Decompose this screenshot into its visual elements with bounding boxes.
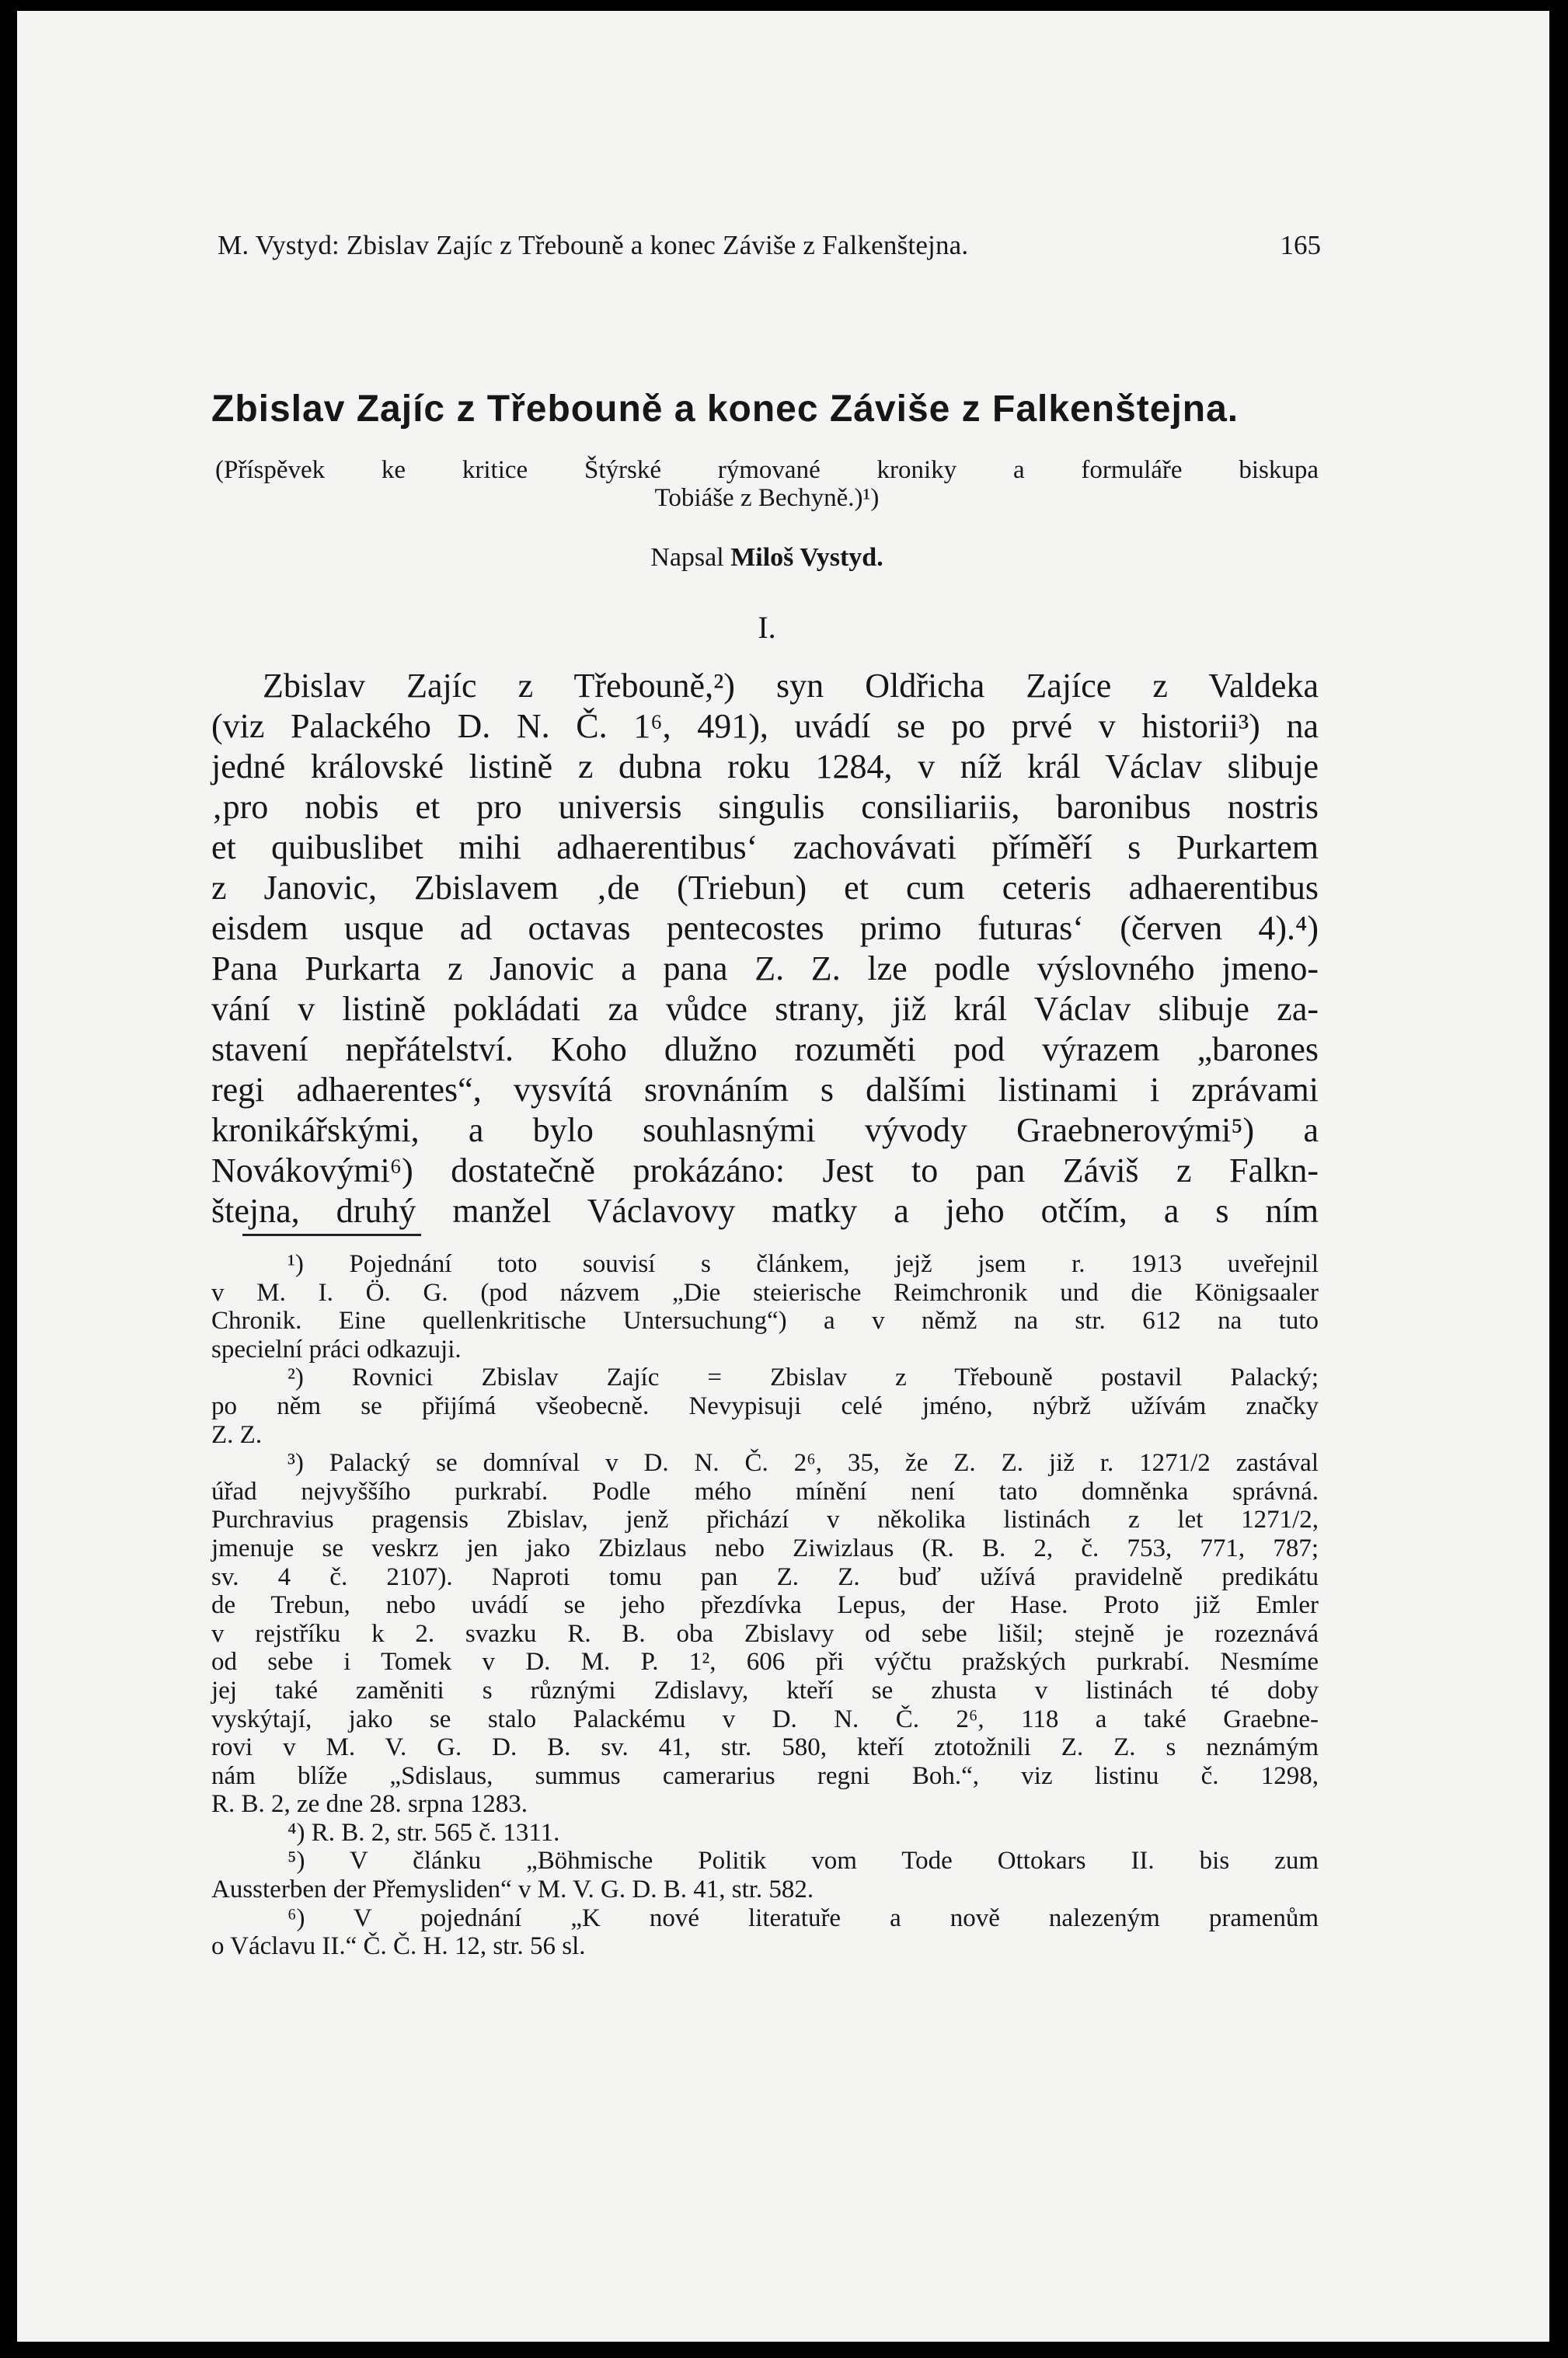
subtitle-line: (Příspěvek ke kritice Štýrské rýmované kroniky a formuláře biskupa xyxy=(215,456,1319,484)
footnote-line: od sebe i Tomek v D. M. P. 1², 606 při výčtu pražských purkrabí. Nesmíme xyxy=(211,1648,1319,1677)
footnote-line: v rejstříku k 2. svazku R. B. oba Zbislavy od sebe lišil; stejně je rozeznává xyxy=(211,1619,1319,1648)
body-line: Zbislav Zajíc z Třebouně,²) syn Oldřicha Zajíce z Valdeka xyxy=(263,667,1319,705)
footnote-line: ²) Rovnici Zbislav Zajíc = Zbislav z Třebouně postavil Palacký; xyxy=(287,1364,1319,1392)
footnote-line: ³) Palacký se domníval v D. N. Č. 2⁶, 35, že Z. Z. již r. 1271/2 zastával xyxy=(287,1449,1319,1478)
running-head xyxy=(218,230,1321,261)
body-line: Novákovými⁶) dostatečně prokázáno: Jest to pan Záviš z Falkn- xyxy=(211,1151,1319,1189)
body-line: stavení nepřátelství. Koho dlužno rozuměti pod výrazem „barones xyxy=(211,1030,1319,1068)
footnote-divider xyxy=(242,1234,421,1236)
footnote-line: de Trebun, nebo uvádí se jeho přezdívka Lepus, der Hase. Proto již Emler xyxy=(211,1591,1319,1620)
page-number: 165 xyxy=(1280,230,1321,260)
footnote-line: sv. 4 č. 2107). Naproti tomu pan Z. Z. buď užívá pravidelně predikátu xyxy=(211,1562,1319,1591)
footnote-line: úřad nejvyššího purkrabí. Podle mého mínění není tato domněnka správná. xyxy=(211,1477,1319,1506)
body-line: vání v listině pokládati za vůdce strany, již král Václav slibuje za- xyxy=(211,990,1319,1028)
body-line: et quibuslibet mihi adhaerentibus‘ zachovávati příměří s Purkartem xyxy=(211,828,1319,866)
footnote-line: vyskýtají, jako se stalo Palackému v D. N. Č. 2⁶, 118 a také Graebne- xyxy=(211,1705,1319,1733)
footnote-line: po něm se přijímá všeobecně. Nevypisuji celé jméno, nýbrž užívám značky xyxy=(211,1391,1319,1420)
footnotes xyxy=(211,1250,1319,1961)
body-line: eisdem usque ad octavas pentecostes primo futuras‘ (červen 4).⁴) xyxy=(211,909,1319,947)
body-text xyxy=(211,666,1319,1231)
author-name: Miloš Vystyd. xyxy=(730,543,883,572)
footnote-line: jmenuje se veskrz jen jako Zbizlaus nebo Ziwizlaus (R. B. 2, č. 753, 771, 787; xyxy=(211,1534,1319,1562)
footnote-line: specielní práci odkazuji. xyxy=(211,1335,462,1364)
footnote-line: v M. I. Ö. G. (pod názvem „Die steierische Reimchronik und die Königsaaler xyxy=(211,1278,1319,1307)
body-line: kronikářskými, a bylo souhlasnými vývody Graebnerovými⁵) a xyxy=(211,1111,1319,1149)
body-line: z Janovic, Zbislavem ‚de (Triebun) et cum ceteris adhaerentibus xyxy=(211,869,1319,907)
running-head-title: M. Vystyd: Zbislav Zajíc z Třebouně a konec Záviše z Falkenštejna. xyxy=(218,230,969,260)
footnote-line: jej také zaměniti s různými Zdislavy, kteří se zhusta v listinách té doby xyxy=(211,1676,1319,1705)
footnote-line: Z. Z. xyxy=(211,1420,263,1449)
body-line: štejna, druhý manžel Václavovy matky a jeho otčím, a s ním xyxy=(211,1192,1319,1230)
article-subtitle xyxy=(215,456,1319,512)
body-line: Pana Purkarta z Janovic a pana Z. Z. lze podle výslovného jmeno- xyxy=(211,949,1319,987)
footnote-line: o Václavu II.“ Č. Č. H. 12, str. 56 sl. xyxy=(211,1932,586,1961)
section-number: I. xyxy=(758,610,776,645)
body-line: ‚pro nobis et pro universis singulis consiliariis, baronibus nostris xyxy=(211,788,1319,826)
footnote-line: ⁵) V článku „Böhmische Politik vom Tode Ottokars II. bis zum xyxy=(287,1847,1319,1876)
book-page xyxy=(17,11,1549,2342)
footnote-line: ⁶) V pojednání „K nové literatuře a nově nalezeným pramenům xyxy=(287,1903,1319,1932)
byline-prefix: Napsal xyxy=(650,543,724,572)
footnote-line: ¹) Pojednání toto souvisí s článkem, jejž jsem r. 1913 uveřejnil xyxy=(287,1250,1319,1278)
article-title: Zbislav Zajíc z Třebouně a konec Záviše z Falkenštejna. xyxy=(211,388,1239,430)
body-line: regi adhaerentes“, vysvítá srovnáním s dalšími listinami i zprávami xyxy=(211,1071,1319,1109)
footnote-line: R. B. 2, ze dne 28. srpna 1283. xyxy=(211,1790,528,1819)
subtitle-line: Tobiáše z Bechyně.)¹) xyxy=(654,484,880,512)
footnote-line: Purchravius pragensis Zbislav, jenž přichází v několika listinách z let 1271/2, xyxy=(211,1506,1319,1534)
footnote-line: ⁴) R. B. 2, str. 565 č. 1311. xyxy=(287,1818,560,1847)
footnote-line: rovi v M. V. G. D. B. sv. 41, str. 580, kteří ztotožnili Z. Z. s neznámým xyxy=(211,1733,1319,1762)
footnote-line: Aussterben der Přemysliden“ v M. V. G. D. B. 41, str. 582. xyxy=(211,1876,814,1904)
footnote-line: nám blíže „Sdislaus, summus camerarius regni Boh.“, viz listinu č. 1298, xyxy=(211,1761,1319,1790)
body-line: jedné královské listině z dubna roku 1284, v níž král Václav slibuje xyxy=(211,747,1319,785)
body-line: (viz Palackého D. N. Č. 1⁶, 491), uvádí se po prvé v historii³) na xyxy=(211,707,1319,745)
byline xyxy=(215,543,1319,573)
footnote-line: Chronik. Eine quellenkritische Untersuchung“) a v němž na str. 612 na tuto xyxy=(211,1307,1319,1336)
